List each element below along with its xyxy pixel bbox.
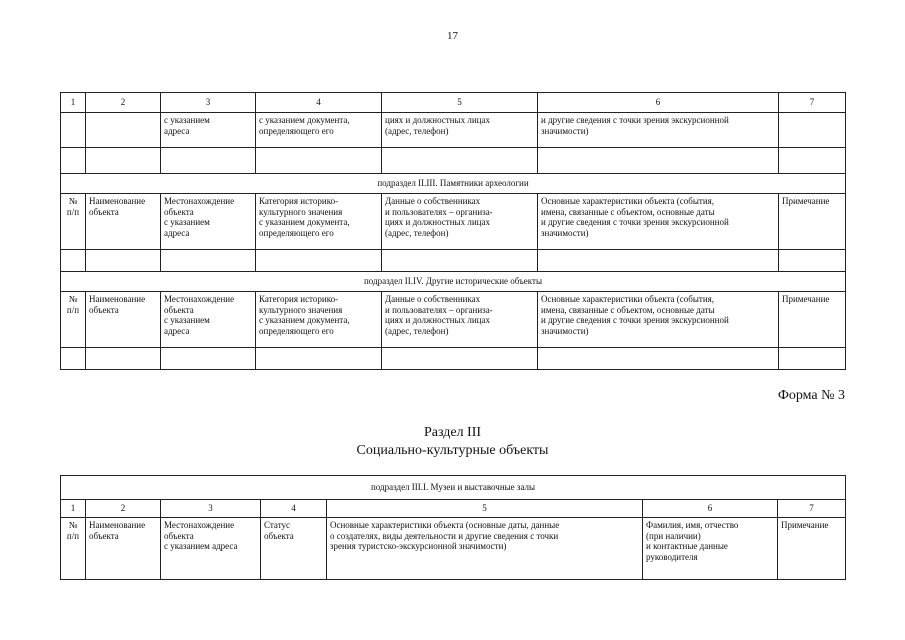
column-number-6: 6 xyxy=(643,500,778,518)
column-number-row xyxy=(61,93,846,113)
column-number-2: 2 xyxy=(86,500,161,518)
page-number: 17 xyxy=(447,30,458,42)
continuation-cell-2 xyxy=(86,113,161,148)
continuation-cell-5: циях и должностных лицах (адрес, телефон) xyxy=(382,113,538,148)
subsection-title: подраздел II.IV. Другие исторические объекты xyxy=(61,272,846,292)
section-title: Раздел III xyxy=(423,425,482,440)
column-number-3: 3 xyxy=(161,93,256,113)
header-owners: Данные о собственниках и пользователях – организа- циях и должностных лицах (адрес, телефон) xyxy=(382,194,538,250)
header-name: Наименование объекта xyxy=(86,518,161,580)
continuation-cell-7 xyxy=(779,113,846,148)
column-number-5: 5 xyxy=(382,93,538,113)
column-number-3: 3 xyxy=(161,500,261,518)
header-notes: Примечание xyxy=(779,194,846,250)
continuation-row xyxy=(61,113,846,148)
column-number-4: 4 xyxy=(256,93,382,113)
header-row xyxy=(61,194,846,250)
continuation-cell-6: и другие сведения с точки зрения экскурсионной значимости) xyxy=(538,113,779,148)
section-subtitle: Социально-культурные объекты xyxy=(356,443,549,458)
column-number-7: 7 xyxy=(778,500,846,518)
header-number: № п/п xyxy=(61,194,86,250)
header-name: Наименование объекта xyxy=(86,292,161,348)
column-number-4: 4 xyxy=(261,500,327,518)
header-number: № п/п xyxy=(61,292,86,348)
column-number-6: 6 xyxy=(538,93,779,113)
header-characteristics: Основные характеристики объекта (события, имена, связанные с объектом, основные даты и другие сведения с точки зрения экскурсионной значимости) xyxy=(538,292,779,348)
continuation-cell-3: с указанием адреса xyxy=(161,113,256,148)
subsection-row xyxy=(61,476,846,500)
header-name: Наименование объекта xyxy=(86,194,161,250)
header-director: Фамилия, имя, отчество (при наличии) и контактные данные руководителя xyxy=(643,518,778,580)
header-status: Статус объекта xyxy=(261,518,327,580)
column-number-1: 1 xyxy=(61,93,86,113)
column-number-5: 5 xyxy=(327,500,643,518)
empty-row xyxy=(61,148,846,174)
form-label: Форма № 3 xyxy=(777,388,845,403)
subsection-row xyxy=(61,174,846,194)
subsection-row xyxy=(61,272,846,292)
header-category: Категория историко- культурного значения с указанием документа, определяющего его xyxy=(256,292,382,348)
subsection-title: подраздел III.I. Музеи и выставочные залы xyxy=(61,476,846,500)
header-notes: Примечание xyxy=(779,292,846,348)
header-number: № п/п xyxy=(61,518,86,580)
header-owners: Данные о собственниках и пользователях – организа- циях и должностных лицах (адрес, телефон) xyxy=(382,292,538,348)
header-location: Местонахождение объекта с указанием адреса xyxy=(161,518,261,580)
empty-row xyxy=(61,348,846,370)
social-cultural-objects-table xyxy=(60,475,846,580)
continuation-cell-1 xyxy=(61,113,86,148)
column-number-row xyxy=(61,500,846,518)
subsection-title: подраздел II.III. Памятники археологии xyxy=(61,174,846,194)
empty-row xyxy=(61,250,846,272)
header-row xyxy=(61,292,846,348)
header-location: Местонахождение объекта с указанием адреса xyxy=(161,292,256,348)
header-characteristics: Основные характеристики объекта (основные даты, данные о создателях, виды деятельности и другие сведения с точки зрения туристско-экскурсионной значимости) xyxy=(327,518,643,580)
header-notes: Примечание xyxy=(778,518,846,580)
header-row xyxy=(61,518,846,580)
column-number-7: 7 xyxy=(779,93,846,113)
continuation-cell-4: с указанием документа, определяющего его xyxy=(256,113,382,148)
objects-table-section-2 xyxy=(60,92,846,370)
column-number-1: 1 xyxy=(61,500,86,518)
column-number-2: 2 xyxy=(86,93,161,113)
header-category: Категория историко- культурного значения с указанием документа, определяющего его xyxy=(256,194,382,250)
header-location: Местонахождение объекта с указанием адреса xyxy=(161,194,256,250)
header-characteristics: Основные характеристики объекта (события, имена, связанные с объектом, основные даты и другие сведения с точки зрения экскурсионной значимости) xyxy=(538,194,779,250)
